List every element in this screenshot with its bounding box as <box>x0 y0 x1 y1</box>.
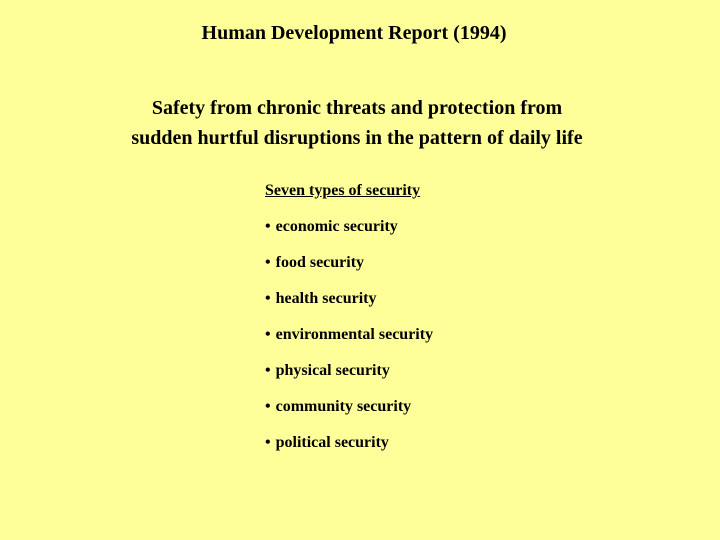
list-item <box>265 252 433 288</box>
list-item <box>265 360 433 396</box>
list-item-label: community security <box>275 398 412 415</box>
slide-title: Human Development Report (1994) <box>201 22 507 44</box>
definition-line-1: Safety from chronic threats and protection from <box>151 97 563 119</box>
list-heading: Seven types of security <box>265 182 421 199</box>
list-item-label: economic security <box>275 218 398 235</box>
list-item <box>265 216 433 252</box>
bullet-icon: • <box>265 290 271 307</box>
list-item <box>265 396 433 432</box>
list-item-label: environmental security <box>275 326 434 343</box>
list-item-label: physical security <box>275 362 390 379</box>
list-item-label: food security <box>275 254 365 271</box>
bullet-icon: • <box>265 326 271 343</box>
list-item <box>265 288 433 324</box>
list-item-label: political security <box>275 434 389 451</box>
list-item <box>265 324 433 360</box>
bullet-icon: • <box>265 362 271 379</box>
list-item-label: health security <box>275 290 377 307</box>
bullet-icon: • <box>265 398 271 415</box>
security-types-list <box>265 216 433 468</box>
bullet-icon: • <box>265 218 271 235</box>
definition-line-2: sudden hurtful disruptions in the pattern of daily life <box>131 127 583 149</box>
bullet-icon: • <box>265 254 271 271</box>
bullet-icon: • <box>265 434 271 451</box>
list-item <box>265 432 433 468</box>
definition-text <box>0 93 714 153</box>
